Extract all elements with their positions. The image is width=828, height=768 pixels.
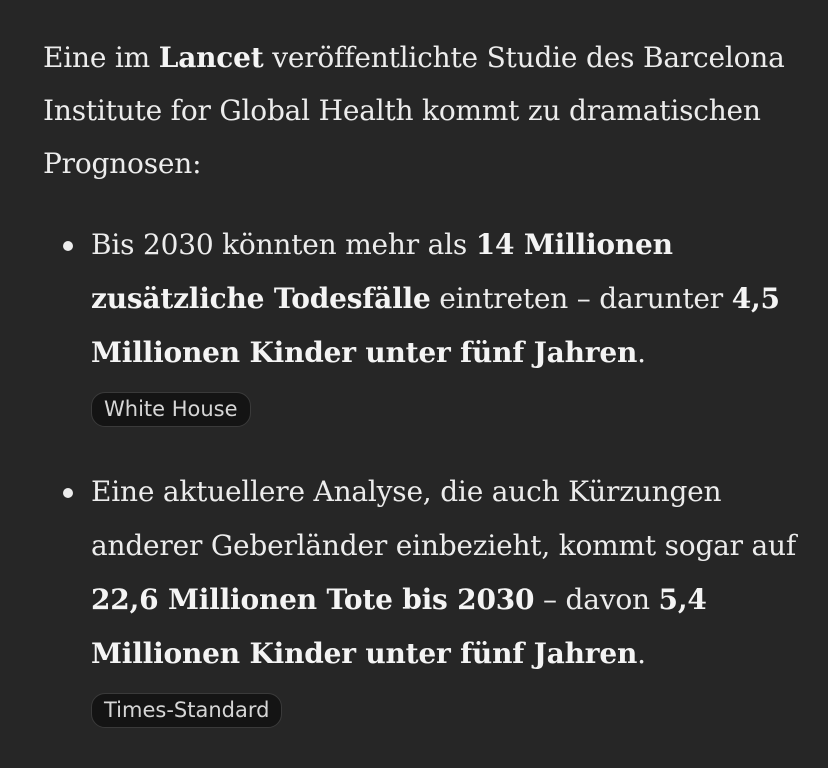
finding-text-part: . [637,336,646,369]
finding-text-part: eintreten – darunter [430,282,732,315]
finding-text-part: – davon [534,583,659,616]
intro-text-prefix: Eine im [43,41,159,74]
bullet-icon [63,241,73,251]
intro-paragraph [43,31,803,190]
bullet-icon [63,488,73,498]
source-chip-white-house[interactable]: White House [91,392,251,427]
intro-bold-lancet: Lancet [158,41,264,74]
finding-bold-part: 22,6 Millionen Tote bis 2030 [91,583,535,616]
list-item [43,218,803,427]
finding-text-part: . [637,637,646,670]
finding-bold-part: 5,4 Millionen Kinder unter fünf Jahren [91,583,707,670]
message-content [43,31,803,728]
finding-bold-part: 4,5 Millionen Kinder unter fünf Jahren [91,282,780,369]
finding-text-part: Eine aktuellere Analyse, die auch Kürzungen anderer Geberländer einbezieht, kommt sogar auf [91,475,797,562]
findings-list [43,218,803,728]
finding-text [91,465,803,681]
list-item [43,465,803,728]
finding-text-part: Bis 2030 könnten mehr als [91,228,476,261]
finding-text [91,218,803,380]
finding-bold-part: 14 Millionen zusätzliche Todesfälle [91,228,673,315]
source-chip-times-standard[interactable]: Times-Standard [91,693,282,728]
intro-text-suffix: veröffentlichte Studie des Barcelona Institute for Global Health kommt zu dramatischen Prognosen: [43,41,785,180]
